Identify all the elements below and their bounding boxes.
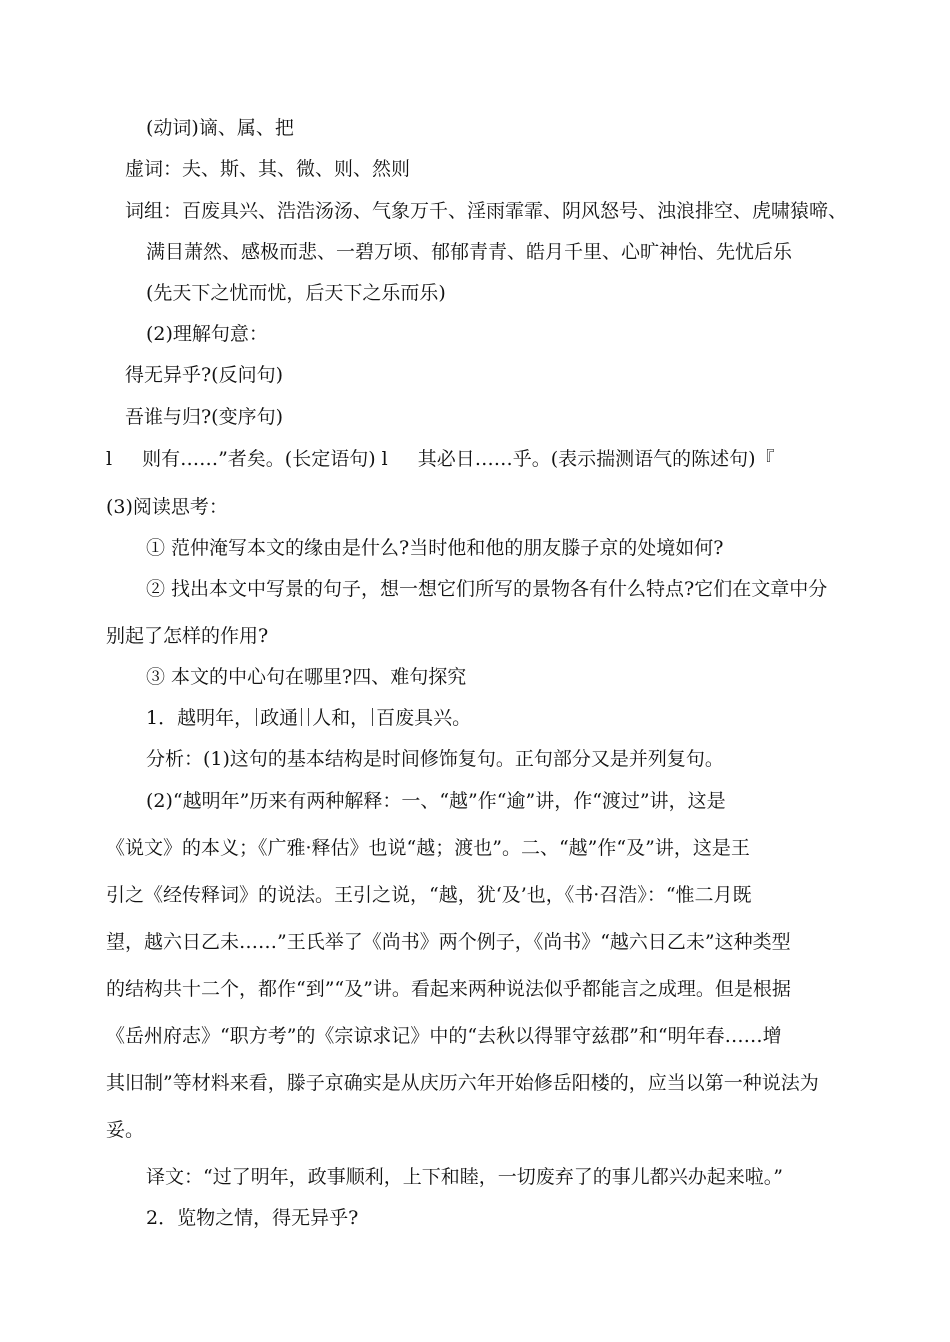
text-line: (先天下之忧而忧，后天下之乐而乐): [146, 282, 446, 304]
text-line: (3)阅读思考：: [106, 496, 228, 518]
text-line: [146, 577, 831, 601]
line-marker: l: [106, 448, 113, 470]
text-line: ① 范仲淹写本文的缘由是什么?当时他和他的朋友滕子京的处境如何?: [146, 537, 724, 559]
text-line: 满目萧然、感极而悲、一碧万顷、郁郁青青、皓月千里、心旷神怡、先忧后乐: [146, 241, 793, 263]
text-segment: 政通: [260, 707, 299, 729]
text-line: 引之《经传释词》的说法。王引之说，“越，犹‘及’也，《书·召浩》：“惟二月既: [106, 884, 752, 906]
text-line: [146, 706, 471, 730]
text-line: (动词)谪、属、把: [146, 117, 294, 139]
text-line: 妥。: [106, 1119, 145, 1141]
text-segment: 人和，: [312, 707, 370, 729]
text-line: 2．览物之情，得无异乎?: [146, 1207, 359, 1229]
text-line: 得无异乎?(反问句): [125, 364, 284, 386]
text-line: (2)理解句意：: [146, 323, 268, 345]
text-segment: 百废具兴。: [376, 707, 472, 729]
line-marker: l: [381, 448, 388, 470]
text-line: 别起了怎样的作用?: [106, 625, 269, 647]
text-line: 吾谁与归?(变序句): [125, 406, 284, 428]
text-segment: 则有……”者矣。(长定语句): [142, 448, 376, 470]
text-line: 《说文》的本义；《广雅·释估》也说“越；渡也”。二、“越”作“及”讲，这是王: [106, 837, 750, 859]
text-line: 分析：(1)这句的基本结构是时间修饰复句。正句部分又是并列复句。: [146, 748, 724, 770]
text-line: [106, 447, 775, 471]
text-line: ③ 本文的中心句在哪里?四、难句探究: [146, 666, 467, 688]
text-segment: 1．越明年，: [146, 707, 254, 729]
text-line: 望，越六日乙未……”王氏举了《尚书》两个例子，《尚书》“越六日乙未”这种类型: [106, 931, 791, 953]
text-line: 虚词：夫、斯、其、微、则、然则: [125, 158, 411, 180]
text-segment: ② 找出本文中写景的句子，想一想它们所写的景物各有什么特点?它们在文章中分: [146, 578, 828, 600]
text-line: 的结构共十二个，都作“到”“及”讲。看起来两种说法似乎都能言之成理。但是根据: [106, 978, 791, 1000]
text-line: (2)“越明年”历来有两种解释：一、“越”作“逾”讲，作“渡过”讲，这是: [146, 790, 726, 812]
text-line: 《岳州府志》“职方考”的《宗谅求记》中的“去秋以得罪守兹郡”和“明年春……增: [106, 1025, 782, 1047]
text-line: 其旧制”等材料来看，滕子京确实是从庆历六年开始修岳阳楼的，应当以第一种说法为: [106, 1072, 819, 1094]
text-line: 词组：百废具兴、浩浩汤汤、气象万千、淫雨霏霏、阴风怒号、浊浪排空、虎啸猿啼、: [125, 200, 848, 222]
text-line: 译文：“过了明年，政事顺利，上下和睦，一切废弃了的事儿都兴办起来啦。”: [146, 1166, 783, 1188]
text-segment: 其必日……乎。(表示揣测语气的陈述句)『: [417, 448, 775, 470]
